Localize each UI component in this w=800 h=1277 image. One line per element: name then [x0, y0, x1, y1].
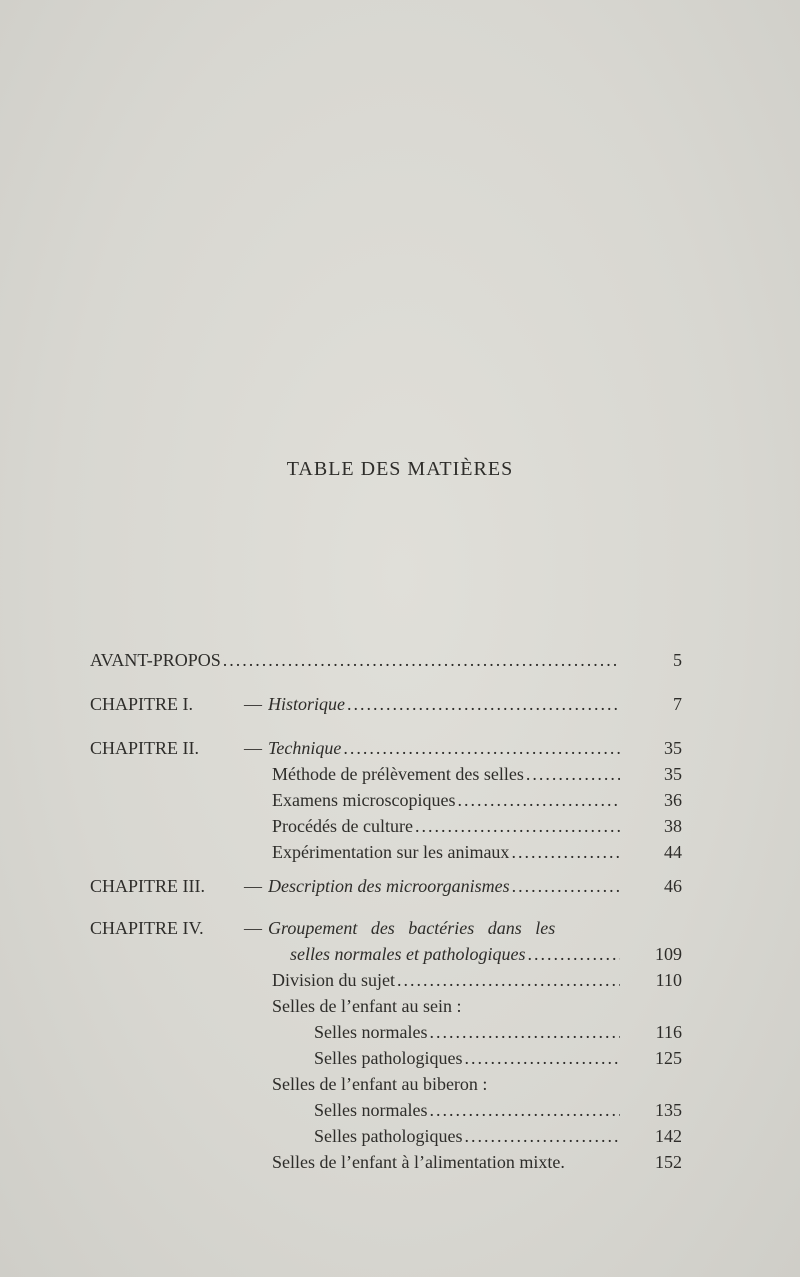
toc-entry[interactable]: [90, 734, 682, 762]
toc-group-heading: [272, 1070, 682, 1098]
section-title: Selles normales: [314, 1100, 428, 1120]
toc-page-number: 5: [673, 650, 682, 670]
dot-leader: [464, 1044, 620, 1072]
toc-subentry[interactable]: [272, 786, 682, 814]
toc-page-number: 38: [664, 816, 682, 836]
chapter-dash: —: [244, 738, 262, 758]
chapter-title: Description des microorganismes: [268, 876, 510, 896]
toc-page-number: 44: [664, 842, 682, 862]
toc-entry[interactable]: [90, 872, 682, 900]
group-title: Selles de l’enfant au sein :: [272, 996, 462, 1016]
dot-leader: [415, 812, 620, 840]
toc-page-number: 35: [664, 764, 682, 784]
toc-page-number: 116: [655, 1022, 682, 1042]
dot-leader: [429, 1018, 620, 1046]
section-title: Division du sujet: [272, 970, 396, 990]
toc-page-number: 46: [664, 876, 682, 896]
chapter-title-line1: Groupement des bactéries dans les: [268, 918, 556, 938]
toc-entry[interactable]: [90, 690, 682, 718]
dot-leader: [527, 940, 620, 968]
chapter-dash: —: [244, 694, 262, 714]
toc-subentry[interactable]: [314, 1044, 682, 1072]
toc-page-number: 125: [655, 1048, 682, 1068]
dot-leader: [526, 760, 620, 788]
toc-page-number: 7: [673, 694, 682, 714]
chapter-title: Historique: [268, 694, 346, 714]
toc-entry[interactable]: [90, 646, 682, 674]
toc-group-heading: [272, 992, 682, 1020]
toc-page-number: 152: [655, 1152, 682, 1172]
chapter-label: CHAPITRE I.: [90, 694, 193, 714]
toc-subentry[interactable]: [272, 760, 682, 788]
dot-leader: [457, 786, 620, 814]
chapter-dash: —: [244, 876, 262, 896]
chapter-dash: —: [244, 918, 262, 938]
toc-page-number: 36: [664, 790, 682, 810]
toc-entry-continued[interactable]: [290, 940, 682, 968]
dot-leader: [397, 966, 620, 994]
toc-subentry[interactable]: [272, 966, 682, 994]
toc-subentry[interactable]: [314, 1122, 682, 1150]
page-title: TABLE DES MATIÈRES: [286, 458, 514, 480]
section-title: Méthode de prélèvement des selles: [272, 764, 524, 784]
dot-leader: [464, 1122, 620, 1150]
toc-page-number: 110: [655, 970, 682, 990]
toc-page-number: 142: [655, 1126, 682, 1146]
toc-subentry[interactable]: [272, 838, 682, 866]
section-title: Examens microscopiques: [272, 790, 456, 810]
chapter-title-line2: selles normales et pathologiques: [290, 944, 526, 964]
dot-leader: [223, 646, 620, 674]
toc-page-number: 135: [655, 1100, 682, 1120]
section-title: Expérimentation sur les animaux: [272, 842, 510, 862]
group-title: Selles de l’enfant au biberon :: [272, 1074, 488, 1094]
chapter-label: CHAPITRE II.: [90, 738, 199, 758]
dot-leader: [347, 690, 620, 718]
dot-leader: [429, 1096, 620, 1124]
toc-page-number: 109: [655, 944, 682, 964]
dot-leader: [343, 734, 620, 762]
toc-subentry[interactable]: [314, 1018, 682, 1046]
section-title: Procédés de culture: [272, 816, 413, 836]
dot-leader: [512, 872, 620, 900]
chapter-label: CHAPITRE IV.: [90, 918, 204, 938]
toc-subentry[interactable]: [314, 1096, 682, 1124]
section-title: Selles normales: [314, 1022, 428, 1042]
toc-page-number: 35: [664, 738, 682, 758]
toc-label: AVANT-PROPOS: [90, 650, 221, 670]
dot-leader: [511, 838, 620, 866]
toc-subentry[interactable]: [272, 1148, 682, 1176]
chapter-label: CHAPITRE III.: [90, 876, 205, 896]
section-title: Selles pathologiques: [314, 1048, 463, 1068]
section-title: Selles pathologiques: [314, 1126, 463, 1146]
toc-entry[interactable]: [90, 914, 682, 942]
chapter-title: Technique: [268, 738, 342, 758]
toc-subentry[interactable]: [272, 812, 682, 840]
section-title: Selles de l’enfant à l’alimentation mixte.: [272, 1152, 565, 1172]
